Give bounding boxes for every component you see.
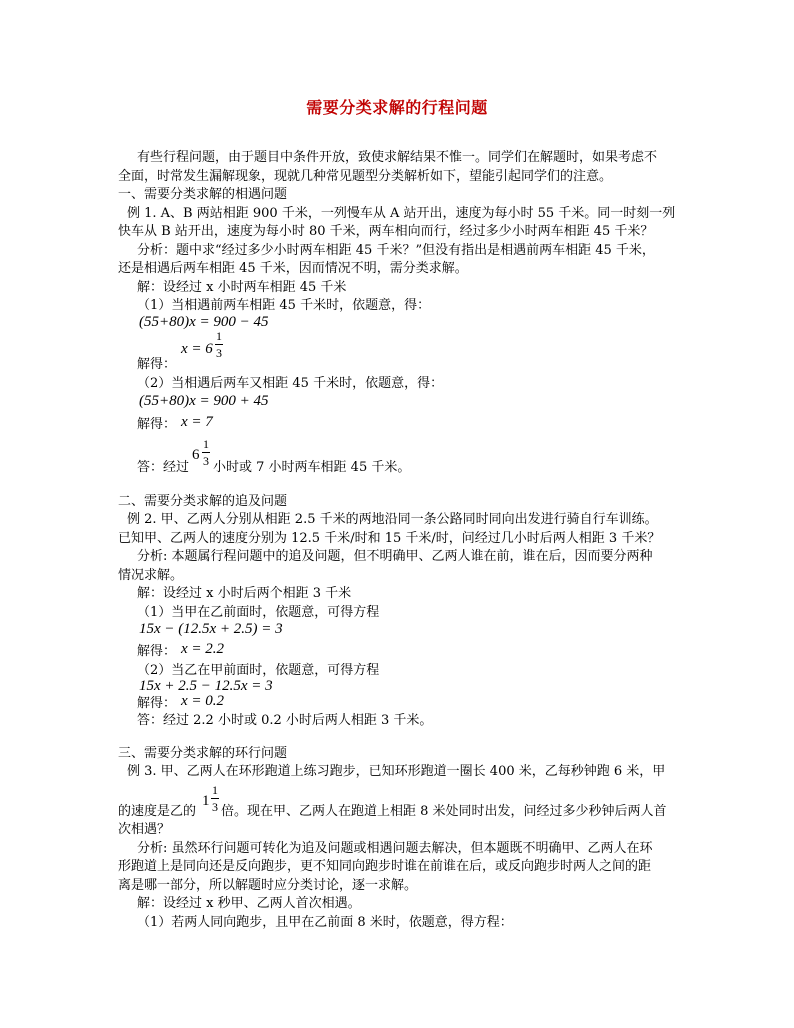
section-2-heading: 二、需要分类求解的追及问题: [118, 494, 288, 509]
s3-problem-speed-prefix: 的速度是乙的: [118, 804, 197, 819]
s2-solution-1-label: 解得：: [137, 644, 177, 659]
s3-analysis-line-2: 形跑道上是同向还是反向跑步，更不知同向跑步时谁在前谁在后，或反向跑步时两人之间的距: [118, 859, 652, 874]
s1-solution-2-label: 解得：: [137, 417, 177, 432]
s3-problem-speed-suffix: 倍。现在甲、乙两人在跑道上相距 8 米处同时出发，问经过多少秒钟后两人首: [221, 804, 667, 819]
fraction-denominator: 3: [203, 454, 209, 468]
s2-case-2: （2）当乙在甲前面时，依题意，可得方程: [137, 663, 380, 678]
s3-speed-fraction: [211, 783, 219, 814]
fraction-numerator: 1: [212, 783, 218, 797]
s3-problem-line-1: 例 3. 甲、乙两人在环形跑道上练习跑步，已知环形跑道一圈长 400 米，乙每秒钟跑 6 米，甲: [127, 764, 666, 779]
s1-solution-1: x = 6: [181, 341, 213, 357]
s1-answer-whole: 6: [192, 447, 200, 463]
s2-problem-line-2: 已知甲、乙两人的速度分别为 12.5 千米/时和 15 千米/时，问经过几小时后两人相距 3 千米？: [118, 531, 661, 546]
s3-analysis-line-1: 分析: 虽然环行问题可转化为追及问题或相遇问题去解决，但本题既不明确甲、乙两人在环: [137, 841, 653, 856]
s2-analysis-line-2: 情况求解。: [118, 568, 184, 583]
s1-setup: 解：设经过 x 小时两车相距 45 千米: [137, 280, 347, 295]
s3-speed-whole: 1: [202, 793, 210, 809]
fraction-numerator: 1: [203, 437, 209, 451]
fraction-denominator: 3: [216, 346, 222, 360]
fraction-denominator: 3: [212, 800, 218, 814]
fraction-bar: [211, 798, 219, 799]
fraction-numerator: 1: [216, 329, 222, 343]
section-1-heading: 一、需要分类求解的相遇问题: [118, 187, 288, 202]
s1-answer-suffix: 小时或 7 小时两车相距 45 千米。: [213, 460, 411, 475]
s2-problem-line-1: 例 2. 甲、乙两人分别从相距 2.5 千米的两地沿同一条公路同时同向出发进行骑自行车训练。: [127, 512, 658, 527]
s2-analysis-line-1: 分析: 本题属行程问题中的追及问题，但不明确甲、乙两人谁在前，谁在后，因而要分两种: [137, 549, 653, 564]
intro-line-1: 有些行程问题，由于题目中条件开放，致使求解结果不惟一。同学们在解题时，如果考虑不: [137, 150, 658, 165]
s2-answer: 答：经过 2.2 小时或 0.2 小时后两人相距 3 千米。: [137, 713, 433, 728]
s1-solution-2: x = 7: [181, 414, 213, 430]
s3-setup: 解：设经过 x 秒甲、乙两人首次相遇。: [137, 896, 361, 911]
s1-problem-line-1: 例 1. A、B 两站相距 900 千米，一列慢车从 A 站开出，速度为每小时 55 千米。同一时刻一列: [127, 206, 676, 221]
s3-analysis-line-3: 离是哪一部分，所以解题时应分类讨论，逐一求解。: [118, 878, 418, 893]
s1-solution-1-label: 解得：: [137, 357, 177, 372]
s1-case-1: （1）当相遇前两车相距 45 千米时，依题意，得：: [137, 298, 431, 313]
s1-analysis-line-2: 还是相遇后两车相距 45 千米，因而情况不明，需分类求解。: [118, 261, 468, 276]
s2-equation-1: 15x − (12.5x + 2.5) = 3: [139, 621, 283, 637]
s2-solution-2: x = 0.2: [181, 693, 225, 709]
section-3-heading: 三、需要分类求解的环行问题: [118, 746, 288, 761]
page-title: 需要分类求解的行程问题: [306, 98, 488, 117]
s1-equation-1: (55+80)x = 900 − 45: [139, 314, 269, 330]
s2-solution-1: x = 2.2: [181, 641, 225, 657]
s1-equation-2: (55+80)x = 900 + 45: [139, 393, 269, 409]
s3-case-1: （1）若两人同向跑步，且甲在乙前面 8 米时，依题意，得方程：: [137, 915, 513, 930]
fraction-bar: [202, 452, 210, 453]
s2-equation-2: 15x + 2.5 − 12.5x = 3: [139, 678, 273, 694]
s1-analysis-line-1: 分析：题中求“经过多少小时两车相距 45 千米？”但没有指出是相遇前两车相距 45 千米，: [137, 243, 655, 258]
s2-solution-2-label: 解得：: [137, 696, 177, 711]
s1-answer-prefix: 答：经过: [137, 460, 190, 475]
s1-solution-1-fraction: [215, 329, 223, 360]
s2-case-1: （1）当甲在乙前面时，依题意，可得方程: [137, 605, 380, 620]
s1-case-2: （2）当相遇后两车又相距 45 千米时，依题意，得：: [137, 376, 444, 391]
fraction-bar: [215, 344, 223, 345]
s1-answer-fraction: [202, 437, 210, 468]
s2-setup: 解：设经过 x 小时后两个相距 3 千米: [137, 586, 352, 601]
intro-line-2: 全面，时常发生漏解现象，现就几种常见题型分类解析如下，望能引起同学们的注意。: [118, 169, 613, 184]
s3-problem-line-3: 次相遇？: [118, 822, 171, 837]
s1-problem-line-2: 快车从 B 站开出，速度为每小时 80 千米，两车相向而行，经过多少小时两车相距 45 千米？: [118, 224, 654, 239]
